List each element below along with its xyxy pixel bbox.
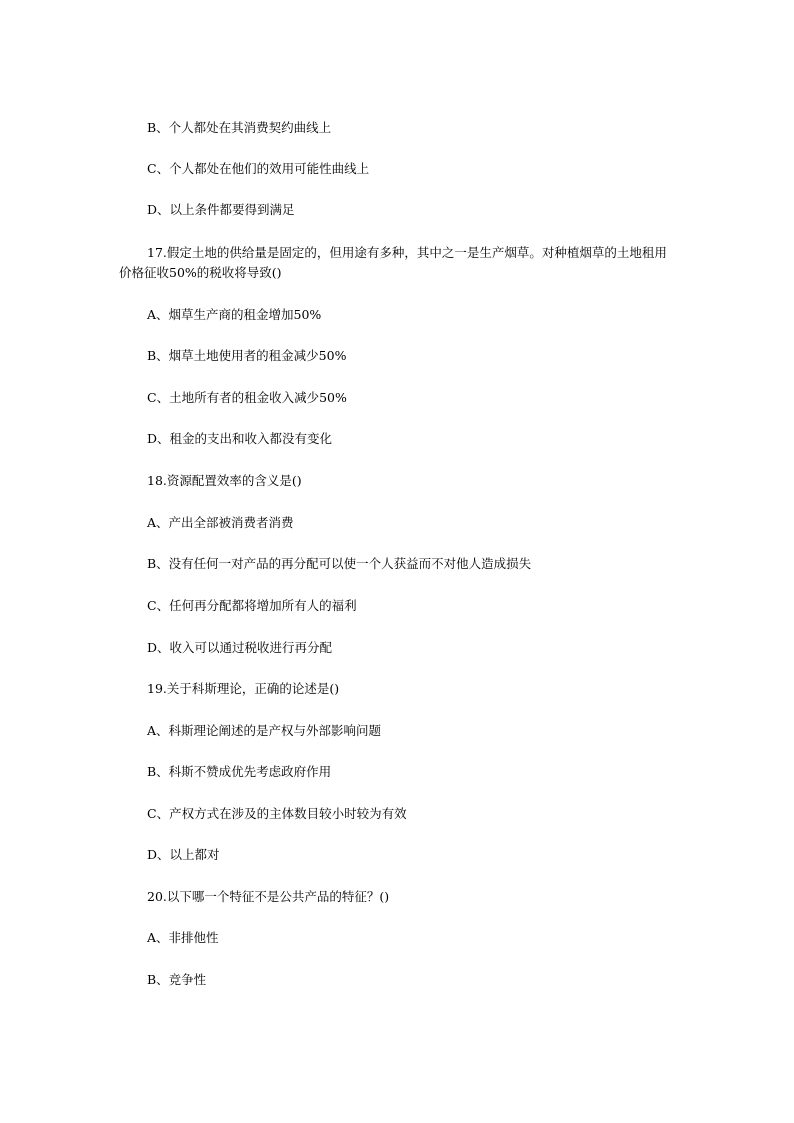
q18-option-d: D、收入可以通过税收进行再分配 bbox=[147, 640, 333, 655]
q19-option-b: B、科斯不赞成优先考虑政府作用 bbox=[147, 764, 332, 779]
q19-option-d: D、以上都对 bbox=[147, 847, 220, 862]
q18-option-a: A、产出全部被消费者消费 bbox=[147, 515, 294, 530]
q17-stem: 17.假定土地的供给量是固定的，但用途有多种，其中之一是生产烟草。对种植烟草的土地租用价格征收50%的税收将导致() bbox=[119, 245, 667, 280]
q17-option-b: B、烟草土地使用者的租金减少50% bbox=[147, 348, 347, 363]
q17-option-c: C、土地所有者的租金收入减少50% bbox=[147, 390, 347, 405]
q20-stem: 20.以下哪一个特征不是公共产品的特征？() bbox=[147, 889, 390, 904]
q16-option-c: C、个人都处在他们的效用可能性曲线上 bbox=[147, 161, 370, 176]
q19-option-c: C、产权方式在涉及的主体数目较小时较为有效 bbox=[147, 806, 407, 821]
q16-option-d: D、以上条件都要得到满足 bbox=[147, 202, 295, 217]
q17-option-d: D、租金的支出和收入都没有变化 bbox=[147, 431, 333, 446]
q17-option-a: A、烟草生产商的租金增加50% bbox=[147, 307, 322, 322]
q18-option-b: B、没有任何一对产品的再分配可以使一个人获益而不对他人造成损失 bbox=[147, 556, 532, 571]
q16-option-b: B、个人都处在其消费契约曲线上 bbox=[147, 120, 332, 135]
q20-option-b: B、竞争性 bbox=[147, 972, 207, 987]
q18-option-c: C、任何再分配都将增加所有人的福利 bbox=[147, 598, 357, 613]
q19-stem: 19.关于科斯理论，正确的论述是() bbox=[147, 681, 340, 696]
q19-option-a: A、科斯理论阐述的是产权与外部影响问题 bbox=[147, 723, 382, 738]
q20-option-a: A、非排他性 bbox=[147, 930, 219, 945]
q18-stem: 18.资源配置效率的含义是() bbox=[147, 473, 302, 488]
